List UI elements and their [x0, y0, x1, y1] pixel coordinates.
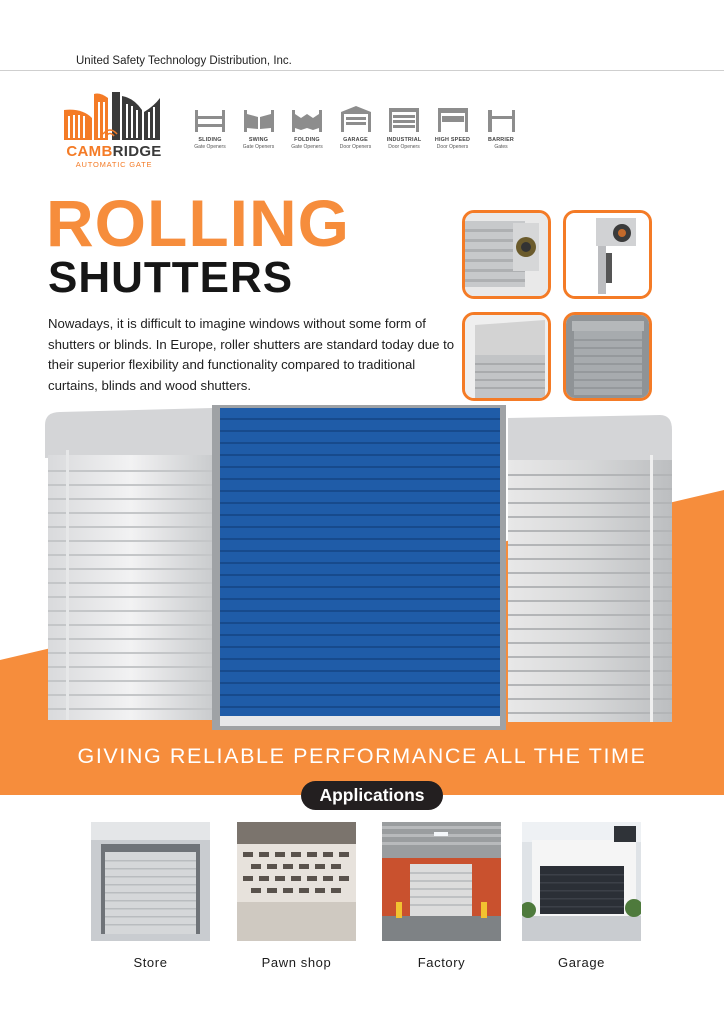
category-garage[interactable]: GARAGE Door Openers — [332, 104, 380, 150]
category-high-speed[interactable]: HIGH SPEED Door Openers — [429, 104, 477, 150]
company-name: United Safety Technology Distribution, Inc. — [76, 55, 292, 67]
garage-photo — [522, 822, 641, 941]
application-label-garage: Garage — [558, 955, 605, 970]
slogan: GIVING RELIABLE PERFORMANCE ALL THE TIME — [77, 744, 647, 768]
application-pawn-shop — [237, 822, 356, 970]
category-sliding[interactable]: SLIDING Gate Openers — [186, 104, 234, 150]
headline-rolling: ROLLING — [46, 186, 350, 260]
category-industrial[interactable]: INDUSTRIAL Door Openers — [380, 104, 428, 150]
application-factory — [382, 822, 501, 970]
factory-photo — [382, 822, 501, 941]
category-folding[interactable]: FOLDING Gate Openers — [283, 104, 331, 150]
application-store — [91, 822, 210, 970]
headline-shutters: SHUTTERS — [48, 253, 294, 302]
logo-subtitle: AUTOMATIC GATE — [75, 160, 153, 169]
pawn-shop-photo — [237, 822, 356, 941]
application-label-pawn-shop: Pawn shop — [261, 955, 332, 970]
category-barrier[interactable]: BARRIER Gates — [477, 104, 525, 150]
application-label-store: Store — [133, 955, 168, 970]
intro-paragraph: Nowadays, it is difficult to imagine windows without some form of shutters or blinds. In Europe, roller shutters are standard today due to their superior flexibility and functionality compared to traditional curtains, blinds and wood shutters. — [48, 316, 455, 393]
logo-wordmark: CAMBRIDGE — [66, 143, 162, 160]
category-swing[interactable]: SWING Gate Openers — [235, 104, 283, 150]
application-garage — [522, 822, 641, 970]
applications-heading: Applications — [301, 781, 443, 810]
application-label-factory: Factory — [417, 955, 466, 970]
store-photo — [91, 822, 210, 941]
